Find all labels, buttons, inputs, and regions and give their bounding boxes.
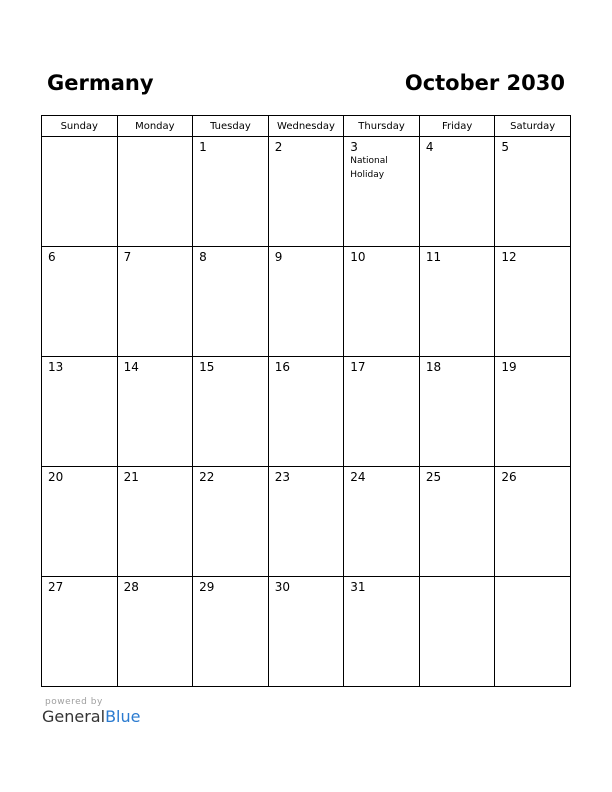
week-row: [42, 467, 571, 577]
day-cell: [193, 137, 269, 247]
day-number: 25: [425, 470, 442, 484]
weekday-header: Wednesday: [268, 116, 344, 137]
powered-by-label: powered by: [45, 697, 103, 707]
logo-text-general: General: [42, 707, 106, 726]
weekday-header: Monday: [117, 116, 193, 137]
day-cell: [268, 137, 344, 247]
day-cell: [42, 467, 118, 577]
day-number: 16: [274, 360, 290, 374]
day-cell: [117, 577, 193, 687]
day-number: 19: [501, 360, 517, 374]
day-cell: [495, 247, 571, 357]
weekday-header: Thursday: [344, 116, 420, 137]
week-row: [42, 357, 571, 467]
day-cell: [344, 247, 420, 357]
day-number: 11: [425, 250, 442, 264]
day-cell: [193, 467, 269, 577]
day-cell: [495, 137, 571, 247]
day-number: 18: [425, 360, 442, 374]
day-number: 13: [48, 360, 64, 374]
day-number: 20: [48, 470, 64, 484]
day-number: [42, 137, 117, 140]
day-cell: [117, 137, 193, 247]
day-cell: [495, 357, 571, 467]
day-cell: [193, 247, 269, 357]
day-number: 8: [199, 250, 207, 264]
weekday-header-row: [42, 116, 571, 137]
day-number: 6: [48, 250, 56, 264]
day-number: 10: [350, 250, 366, 264]
day-number: 23: [274, 470, 290, 484]
day-number: 30: [274, 580, 290, 594]
day-cell: [42, 247, 118, 357]
day-cell: [419, 137, 495, 247]
day-cell: [419, 467, 495, 577]
day-number: 24: [350, 470, 366, 484]
day-cell: [193, 577, 269, 687]
day-number: [495, 577, 570, 580]
day-cell: [117, 467, 193, 577]
day-number: 21: [123, 470, 139, 484]
day-number: 31: [350, 580, 366, 594]
day-number: 7: [123, 250, 132, 264]
week-row: [42, 137, 571, 247]
day-cell: [42, 357, 118, 467]
day-cell: [495, 467, 571, 577]
day-number: 29: [199, 580, 215, 594]
day-cell: [419, 247, 495, 357]
day-cell: [268, 577, 344, 687]
weekday-header: Tuesday: [193, 116, 269, 137]
day-cell: [42, 577, 118, 687]
day-number: [420, 577, 495, 580]
week-row: [42, 577, 571, 687]
day-number: [118, 137, 193, 140]
day-cell: [344, 467, 420, 577]
day-number: 14: [123, 360, 139, 374]
day-cell: [419, 577, 495, 687]
day-cell: [344, 137, 420, 247]
day-number: 1: [199, 140, 207, 154]
day-cell: [268, 247, 344, 357]
weekday-header: Friday: [419, 116, 495, 137]
day-number: 9: [274, 250, 283, 264]
day-number: 15: [199, 360, 215, 374]
week-row: [42, 247, 571, 357]
day-cell: [42, 137, 118, 247]
day-number: 4: [425, 140, 434, 154]
day-number: 5: [501, 140, 510, 154]
calendar-grid: [41, 115, 571, 687]
day-number: 3: [350, 140, 358, 154]
day-number: 12: [501, 250, 517, 264]
day-number: 17: [350, 360, 366, 374]
day-number: 28: [123, 580, 139, 594]
day-cell: [193, 357, 269, 467]
generalblue-logo[interactable]: [42, 707, 140, 726]
country-title: Germany: [47, 71, 154, 95]
day-cell: [268, 357, 344, 467]
day-number: 22: [199, 470, 215, 484]
day-cell: [268, 467, 344, 577]
day-cell: [344, 577, 420, 687]
day-cell: [495, 577, 571, 687]
weekday-header: Saturday: [495, 116, 571, 137]
day-number: 26: [501, 470, 517, 484]
day-cell: [117, 247, 193, 357]
day-number: 2: [274, 140, 283, 154]
day-cell: [344, 357, 420, 467]
day-number: 27: [48, 580, 64, 594]
month-year-title: October 2030: [404, 71, 565, 95]
calendar-body: [42, 137, 571, 687]
weekday-header: Sunday: [42, 116, 118, 137]
day-cell: [117, 357, 193, 467]
logo-text-blue: Blue: [105, 707, 141, 726]
day-cell: [419, 357, 495, 467]
holiday-label: National Holiday: [350, 156, 388, 180]
